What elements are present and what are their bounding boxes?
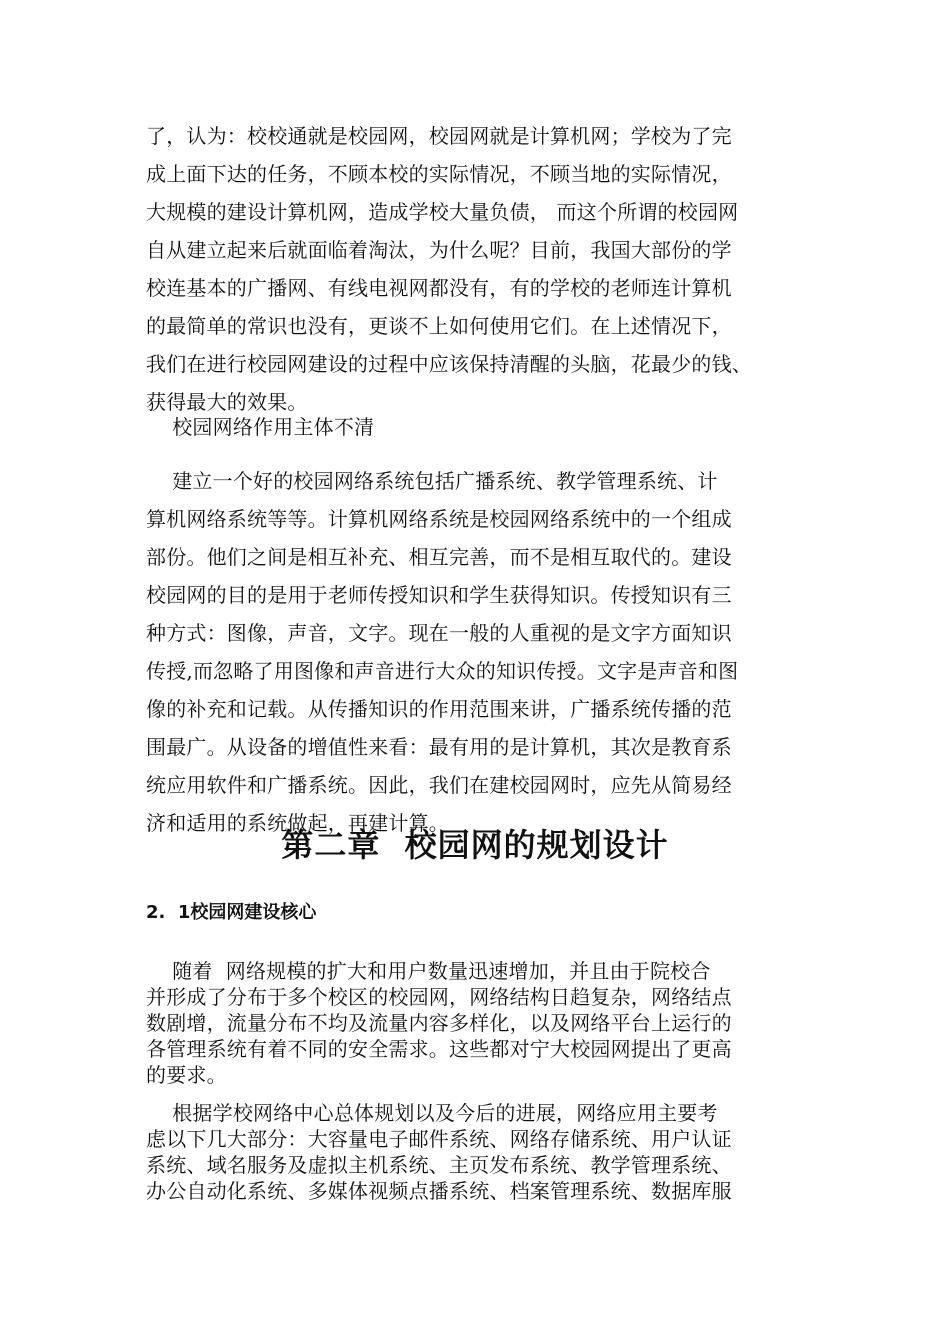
paragraph-3 [146, 462, 816, 842]
text-line: 算机网络系统等等。计算机网络系统是校园网络系统中的一个组成 [146, 507, 732, 531]
text-line: 我们在进行校园网建设的过程中应该保持清醒的头脑，花最少的钱、 [146, 352, 752, 376]
text-line: 种方式：图像，声音，文字。现在一般的人重视的是文字方面知识 [146, 621, 732, 645]
chapter-title: 第二章 校园网的规划设计 [281, 826, 669, 864]
text-line: 建立一个好的校园网络系统包括广播系统、教学管理系统、计 [146, 469, 718, 493]
text-line: 成上面下达的任务，不顾本校的实际情况，不顾当地的实际情况， [146, 162, 732, 186]
text-line: 系统、域名服务及虚拟主机系统、主页发布系统、教学管理系统、 [146, 1153, 732, 1177]
text-line: 传授,而忽略了用图像和声音进行大众的知识传授。文字是声音和图 [146, 659, 739, 683]
text-line: 校园网络作用主体不清 [146, 415, 375, 439]
paragraph-4 [146, 958, 816, 1088]
text-line: 虑以下几大部分：大容量电子邮件系统、网络存储系统、用户认证 [146, 1127, 732, 1151]
text-line: 校连基本的广播网、有线电视网都没有，有的学校的老师连计算机 [146, 276, 732, 300]
paragraph-5 [146, 1100, 816, 1204]
text-line: 各管理系统有着不同的安全需求。这些都对宁大校园网提出了更高 [146, 1037, 732, 1061]
text-line: 随着 网络规模的扩大和用户数量迅速增加，并且由于院校合 [146, 959, 711, 983]
text-line: 根据学校网络中心总体规划以及今后的进展，网络应用主要考 [146, 1101, 718, 1125]
text-line: 大规模的建设计算机网，造成学校大量负债， 而这个所谓的校园网 [146, 200, 739, 224]
text-line: 的要求。 [146, 1063, 227, 1087]
text-line: 校园网的目的是用于老师传授知识和学生获得知识。传授知识有三 [146, 583, 732, 607]
text-line: 获得最大的效果。 [146, 390, 308, 414]
text-line: 围最广。从设备的增值性来看：最有用的是计算机，其次是教育系 [146, 735, 732, 759]
text-line: 像的补充和记载。从传播知识的作用范围来讲，广播系统传播的范 [146, 697, 732, 721]
text-line: 自从建立起来后就面临着淘汰，为什么呢？目前，我国大部份的学 [146, 238, 732, 262]
text-line: 数剧增，流量分布不均及流量内容多样化，以及网络平台上运行的 [146, 1011, 732, 1035]
paragraph-1 [146, 117, 816, 421]
text-line: 济和适用的系统做起，再建计算。 [146, 811, 449, 835]
text-line: 并形成了分布于多个校区的校园网，网络结构日趋复杂，网络结点 [146, 985, 732, 1009]
text-line: 了，认为：校校通就是校园网，校园网就是计算机网；学校为了完 [146, 124, 732, 148]
text-line: 的最简单的常识也没有，更谈不上如何使用它们。在上述情况下， [146, 314, 732, 338]
paragraph-2-subheading [146, 408, 816, 446]
text-line: 部份。他们之间是相互补充、相互完善，而不是相互取代的。建设 [146, 545, 732, 569]
text-line: 办公自动化系统、多媒体视频点播系统、档案管理系统、数据库服 [146, 1179, 732, 1203]
section-heading: 2. 1校园网建设核心 [146, 902, 317, 923]
text-line: 统应用软件和广播系统。因此，我们在建校园网时，应先从简易经 [146, 773, 732, 797]
